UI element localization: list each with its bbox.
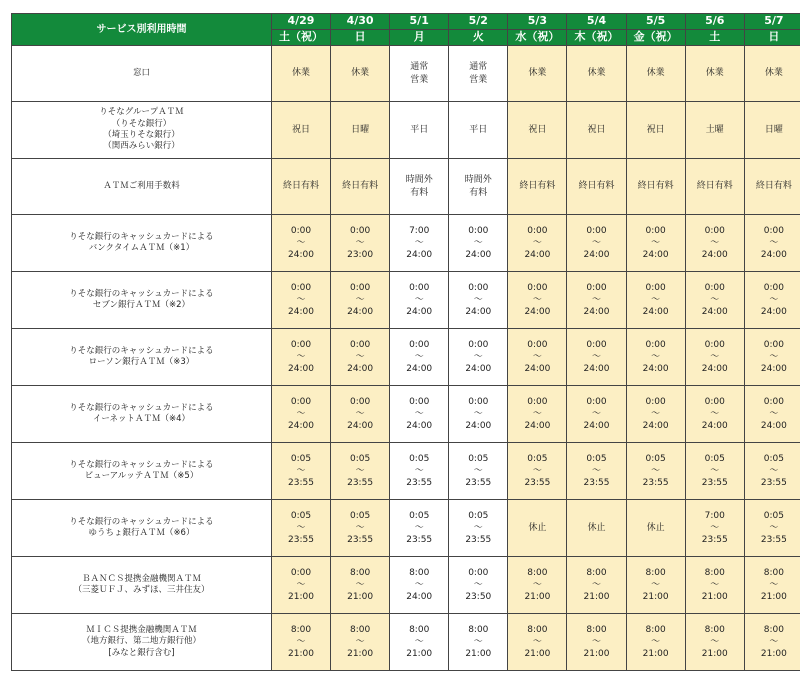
table-cell — [390, 386, 449, 443]
cell-value: 8:00 ～ 21:00 — [331, 567, 389, 603]
table-cell — [271, 46, 330, 102]
cell-value: 0:00 ～ 24:00 — [272, 225, 330, 261]
table-cell — [685, 102, 744, 159]
table-row — [12, 386, 800, 443]
row-label-text: ＭＩＣＳ提携金融機関ＡＴＭ （地方銀行、第二地方銀行他） [みなと銀行含む] — [12, 625, 271, 659]
table-cell — [390, 329, 449, 386]
row-label — [12, 272, 272, 329]
cell-value: 0:00 ～ 24:00 — [390, 339, 448, 375]
row-label-text: りそな銀行のキャッシュカードによる バンクタイムＡＴＭ（※1） — [12, 232, 271, 255]
cell-value: 8:00 ～ 24:00 — [390, 567, 448, 603]
date-header: 5/3 — [508, 14, 567, 30]
cell-value: 8:00 ～ 21:00 — [567, 624, 625, 660]
cell-value: 8:00 ～ 21:00 — [390, 624, 448, 660]
table-cell — [567, 557, 626, 614]
cell-value: 7:00 ～ 23:55 — [686, 510, 744, 546]
row-label-text: ＢＡＮＣＳ提携金融機関ＡＴＭ （三菱ＵＦＪ、みずほ、三井住友） — [12, 574, 271, 597]
cell-value: 休業 — [567, 67, 625, 79]
table-cell — [390, 272, 449, 329]
table-cell — [626, 272, 685, 329]
table-cell — [567, 102, 626, 159]
row-label — [12, 557, 272, 614]
cell-value: 0:00 ～ 24:00 — [449, 225, 507, 261]
cell-value: 0:05 ～ 23:55 — [331, 510, 389, 546]
row-label — [12, 614, 272, 671]
table-cell — [271, 614, 330, 671]
cell-value: 平日 — [449, 124, 507, 136]
cell-value: 0:00 ～ 24:00 — [449, 339, 507, 375]
cell-value: 0:05 ～ 23:55 — [745, 510, 800, 546]
table-body — [12, 46, 800, 671]
cell-value: 0:00 ～ 24:00 — [686, 396, 744, 432]
cell-value: 0:05 ～ 23:55 — [567, 453, 625, 489]
table-cell — [508, 500, 567, 557]
cell-value: 休業 — [331, 67, 389, 79]
cell-value: 0:00 ～ 23:00 — [331, 225, 389, 261]
table-cell — [271, 215, 330, 272]
table-cell — [626, 614, 685, 671]
cell-value: 土曜 — [686, 124, 744, 136]
table-row — [12, 272, 800, 329]
table-row — [12, 500, 800, 557]
cell-value: 祝日 — [508, 124, 566, 136]
table-cell — [685, 500, 744, 557]
cell-value: 0:00 ～ 24:00 — [745, 282, 800, 318]
cell-value: 8:00 ～ 21:00 — [508, 624, 566, 660]
table-cell — [508, 102, 567, 159]
cell-value: 8:00 ～ 21:00 — [686, 624, 744, 660]
row-label-text: りそなグループＡＴＭ （りそな銀行） （埼玉りそな銀行） （関西みらい銀行） — [12, 107, 271, 153]
cell-value: 時間外 有料 — [449, 174, 507, 198]
table-cell — [508, 215, 567, 272]
table-cell — [331, 500, 390, 557]
table-cell — [626, 386, 685, 443]
cell-value: 0:00 ～ 24:00 — [272, 339, 330, 375]
table-cell — [744, 557, 800, 614]
table-cell — [744, 329, 800, 386]
date-header: 5/4 — [567, 14, 626, 30]
cell-value: 休止 — [567, 522, 625, 534]
table-cell — [508, 329, 567, 386]
row-label — [12, 215, 272, 272]
table-cell — [626, 500, 685, 557]
table-cell — [508, 159, 567, 215]
table-cell — [626, 102, 685, 159]
cell-value: 通常 営業 — [449, 61, 507, 85]
cell-value: 0:00 ～ 24:00 — [627, 339, 685, 375]
cell-value: 休業 — [272, 67, 330, 79]
cell-value: 祝日 — [627, 124, 685, 136]
cell-value: 0:00 ～ 24:00 — [390, 396, 448, 432]
table-cell — [390, 614, 449, 671]
cell-value: 時間外 有料 — [390, 174, 448, 198]
table-cell — [508, 614, 567, 671]
row-label-text: りそな銀行のキャッシュカードによる セブン銀行ＡＴＭ（※2） — [12, 289, 271, 312]
cell-value: 休業 — [686, 67, 744, 79]
weekday-header: 木（祝） — [567, 30, 626, 46]
cell-value: 0:05 ～ 23:55 — [745, 453, 800, 489]
table-row — [12, 557, 800, 614]
table-cell — [685, 159, 744, 215]
date-header: 5/2 — [449, 14, 508, 30]
cell-value: 通常 営業 — [390, 61, 448, 85]
cell-value: 祝日 — [272, 124, 330, 136]
table-cell — [449, 386, 508, 443]
table-cell — [685, 215, 744, 272]
service-hours-table — [11, 13, 800, 671]
cell-value: 0:00 ～ 24:00 — [331, 282, 389, 318]
cell-value: 0:00 ～ 24:00 — [390, 282, 448, 318]
table-cell — [331, 102, 390, 159]
table-cell — [390, 500, 449, 557]
cell-value: 日曜 — [331, 124, 389, 136]
cell-value: 終日有料 — [272, 180, 330, 192]
weekday-header: 日 — [331, 30, 390, 46]
cell-value: 8:00 ～ 21:00 — [272, 624, 330, 660]
table-cell — [271, 329, 330, 386]
cell-value: 0:00 ～ 23:50 — [449, 567, 507, 603]
table-cell — [508, 443, 567, 500]
cell-value: 0:05 ～ 23:55 — [686, 453, 744, 489]
cell-value: 休止 — [627, 522, 685, 534]
weekday-header: 月 — [390, 30, 449, 46]
table-cell — [567, 500, 626, 557]
cell-value: 0:05 ～ 23:55 — [449, 510, 507, 546]
cell-value: 0:00 ～ 24:00 — [686, 339, 744, 375]
table-cell — [685, 386, 744, 443]
table-cell — [331, 329, 390, 386]
table-cell — [508, 272, 567, 329]
cell-value: 7:00 ～ 24:00 — [390, 225, 448, 261]
cell-value: 0:00 ～ 24:00 — [272, 282, 330, 318]
cell-value: 休業 — [627, 67, 685, 79]
cell-value: 0:05 ～ 23:55 — [449, 453, 507, 489]
row-label-text: りそな銀行のキャッシュカードによる ビューアルッテＡＴＭ（※5） — [12, 460, 271, 483]
cell-value: 0:00 ～ 24:00 — [449, 282, 507, 318]
cell-value: 終日有料 — [331, 180, 389, 192]
table-cell — [390, 557, 449, 614]
row-label-text: りそな銀行のキャッシュカードによる ゆうちょ銀行ＡＴＭ（※6） — [12, 517, 271, 540]
table-cell — [685, 557, 744, 614]
row-label-text: りそな銀行のキャッシュカードによる イーネットＡＴＭ（※4） — [12, 403, 271, 426]
table-cell — [567, 386, 626, 443]
row-label-text: 窓口 — [12, 68, 271, 79]
cell-value: 0:00 ～ 24:00 — [508, 339, 566, 375]
table-cell — [390, 443, 449, 500]
cell-value: 終日有料 — [508, 180, 566, 192]
cell-value: 0:00 ～ 24:00 — [745, 396, 800, 432]
cell-value: 0:00 ～ 24:00 — [745, 225, 800, 261]
table-cell — [331, 272, 390, 329]
table-row — [12, 614, 800, 671]
cell-value: 0:00 ～ 24:00 — [508, 225, 566, 261]
table-cell — [626, 46, 685, 102]
table-row — [12, 443, 800, 500]
table-cell — [567, 329, 626, 386]
weekday-header: 水（祝） — [508, 30, 567, 46]
table-cell — [744, 500, 800, 557]
table-cell — [685, 272, 744, 329]
cell-value: 休止 — [508, 522, 566, 534]
cell-value: 0:05 ～ 23:55 — [390, 453, 448, 489]
table-cell — [744, 272, 800, 329]
cell-value: 8:00 ～ 21:00 — [745, 624, 800, 660]
cell-value: 0:00 ～ 24:00 — [508, 282, 566, 318]
table-cell — [390, 102, 449, 159]
table-cell — [744, 215, 800, 272]
cell-value: 終日有料 — [745, 180, 800, 192]
cell-value: 0:00 ～ 24:00 — [272, 396, 330, 432]
cell-value: 終日有料 — [686, 180, 744, 192]
table-cell — [685, 329, 744, 386]
table-cell — [744, 386, 800, 443]
table-cell — [744, 46, 800, 102]
table-cell — [271, 557, 330, 614]
cell-value: 休業 — [508, 67, 566, 79]
cell-value: 8:00 ～ 21:00 — [627, 567, 685, 603]
cell-value: 日曜 — [745, 124, 800, 136]
table-cell — [449, 272, 508, 329]
cell-value: 8:00 ～ 21:00 — [508, 567, 566, 603]
table-cell — [567, 215, 626, 272]
row-label — [12, 46, 272, 102]
cell-value: 0:00 ～ 24:00 — [331, 339, 389, 375]
table-row — [12, 159, 800, 215]
date-header: 5/7 — [744, 14, 800, 30]
table-cell — [331, 386, 390, 443]
cell-value: 0:00 ～ 24:00 — [627, 225, 685, 261]
cell-value: 0:00 ～ 24:00 — [508, 396, 566, 432]
weekday-header: 土 — [685, 30, 744, 46]
weekday-header: 金（祝） — [626, 30, 685, 46]
table-cell — [685, 614, 744, 671]
table-cell — [685, 443, 744, 500]
cell-value: 0:00 ～ 24:00 — [567, 396, 625, 432]
table-cell — [331, 614, 390, 671]
row-label — [12, 386, 272, 443]
cell-value: 8:00 ～ 21:00 — [745, 567, 800, 603]
table-row — [12, 102, 800, 159]
date-header: 4/29 — [271, 14, 330, 30]
cell-value: 0:05 ～ 23:55 — [272, 510, 330, 546]
table-cell — [271, 272, 330, 329]
weekday-header: 火 — [449, 30, 508, 46]
table-cell — [449, 46, 508, 102]
cell-value: 平日 — [390, 124, 448, 136]
table-cell — [331, 46, 390, 102]
row-label — [12, 102, 272, 159]
table-cell — [685, 46, 744, 102]
row-label — [12, 329, 272, 386]
table-cell — [567, 443, 626, 500]
row-label — [12, 443, 272, 500]
table-cell — [449, 500, 508, 557]
table-cell — [567, 614, 626, 671]
table-cell — [744, 614, 800, 671]
row-label-text: ＡＴＭご利用手数料 — [12, 181, 271, 192]
table-cell — [744, 102, 800, 159]
cell-value: 0:00 ～ 24:00 — [567, 225, 625, 261]
cell-value: 8:00 ～ 21:00 — [686, 567, 744, 603]
date-header: 5/6 — [685, 14, 744, 30]
table-cell — [331, 557, 390, 614]
date-header: 5/1 — [390, 14, 449, 30]
cell-value: 休業 — [745, 67, 800, 79]
table-cell — [271, 102, 330, 159]
date-header: 4/30 — [331, 14, 390, 30]
table-cell — [331, 443, 390, 500]
row-label-text: りそな銀行のキャッシュカードによる ローソン銀行ＡＴＭ（※3） — [12, 346, 271, 369]
table-cell — [390, 159, 449, 215]
weekday-header: 土（祝） — [271, 30, 330, 46]
table-cell — [271, 386, 330, 443]
table-cell — [271, 500, 330, 557]
cell-value: 0:00 ～ 24:00 — [745, 339, 800, 375]
table-cell — [449, 102, 508, 159]
table-cell — [744, 159, 800, 215]
table-cell — [390, 215, 449, 272]
table-cell — [390, 46, 449, 102]
table-cell — [508, 386, 567, 443]
table-cell — [449, 443, 508, 500]
cell-value: 0:05 ～ 23:55 — [627, 453, 685, 489]
cell-value: 0:00 ～ 24:00 — [627, 396, 685, 432]
table-cell — [626, 159, 685, 215]
cell-value: 0:05 ～ 23:55 — [390, 510, 448, 546]
table-cell — [449, 159, 508, 215]
table-title: サービス別利用時間 — [12, 14, 272, 46]
cell-value: 0:05 ～ 23:55 — [272, 453, 330, 489]
table-cell — [626, 557, 685, 614]
cell-value: 0:05 ～ 23:55 — [331, 453, 389, 489]
cell-value: 0:00 ～ 24:00 — [567, 339, 625, 375]
table-cell — [626, 215, 685, 272]
cell-value: 終日有料 — [567, 180, 625, 192]
row-label — [12, 159, 272, 215]
cell-value: 終日有料 — [627, 180, 685, 192]
row-label — [12, 500, 272, 557]
table-cell — [744, 443, 800, 500]
table-cell — [449, 614, 508, 671]
table-cell — [271, 443, 330, 500]
cell-value: 8:00 ～ 21:00 — [331, 624, 389, 660]
cell-value: 0:00 ～ 24:00 — [686, 282, 744, 318]
cell-value: 8:00 ～ 21:00 — [567, 567, 625, 603]
date-header: 5/5 — [626, 14, 685, 30]
table-cell — [271, 159, 330, 215]
table-cell — [331, 215, 390, 272]
table-cell — [626, 329, 685, 386]
table-cell — [626, 443, 685, 500]
cell-value: 8:00 ～ 21:00 — [449, 624, 507, 660]
table-cell — [449, 557, 508, 614]
cell-value: 0:05 ～ 23:55 — [508, 453, 566, 489]
cell-value: 0:00 ～ 21:00 — [272, 567, 330, 603]
cell-value: 0:00 ～ 24:00 — [627, 282, 685, 318]
table-cell — [449, 329, 508, 386]
table-cell — [508, 46, 567, 102]
table-row — [12, 46, 800, 102]
cell-value: 0:00 ～ 24:00 — [686, 225, 744, 261]
table-cell — [331, 159, 390, 215]
table-row — [12, 329, 800, 386]
cell-value: 祝日 — [567, 124, 625, 136]
table-row — [12, 215, 800, 272]
table-cell — [508, 557, 567, 614]
table-cell — [449, 215, 508, 272]
cell-value: 0:00 ～ 24:00 — [449, 396, 507, 432]
table-cell — [567, 46, 626, 102]
cell-value: 8:00 ～ 21:00 — [627, 624, 685, 660]
table-cell — [567, 159, 626, 215]
weekday-header: 日 — [744, 30, 800, 46]
cell-value: 0:00 ～ 24:00 — [567, 282, 625, 318]
table-cell — [567, 272, 626, 329]
cell-value: 0:00 ～ 24:00 — [331, 396, 389, 432]
